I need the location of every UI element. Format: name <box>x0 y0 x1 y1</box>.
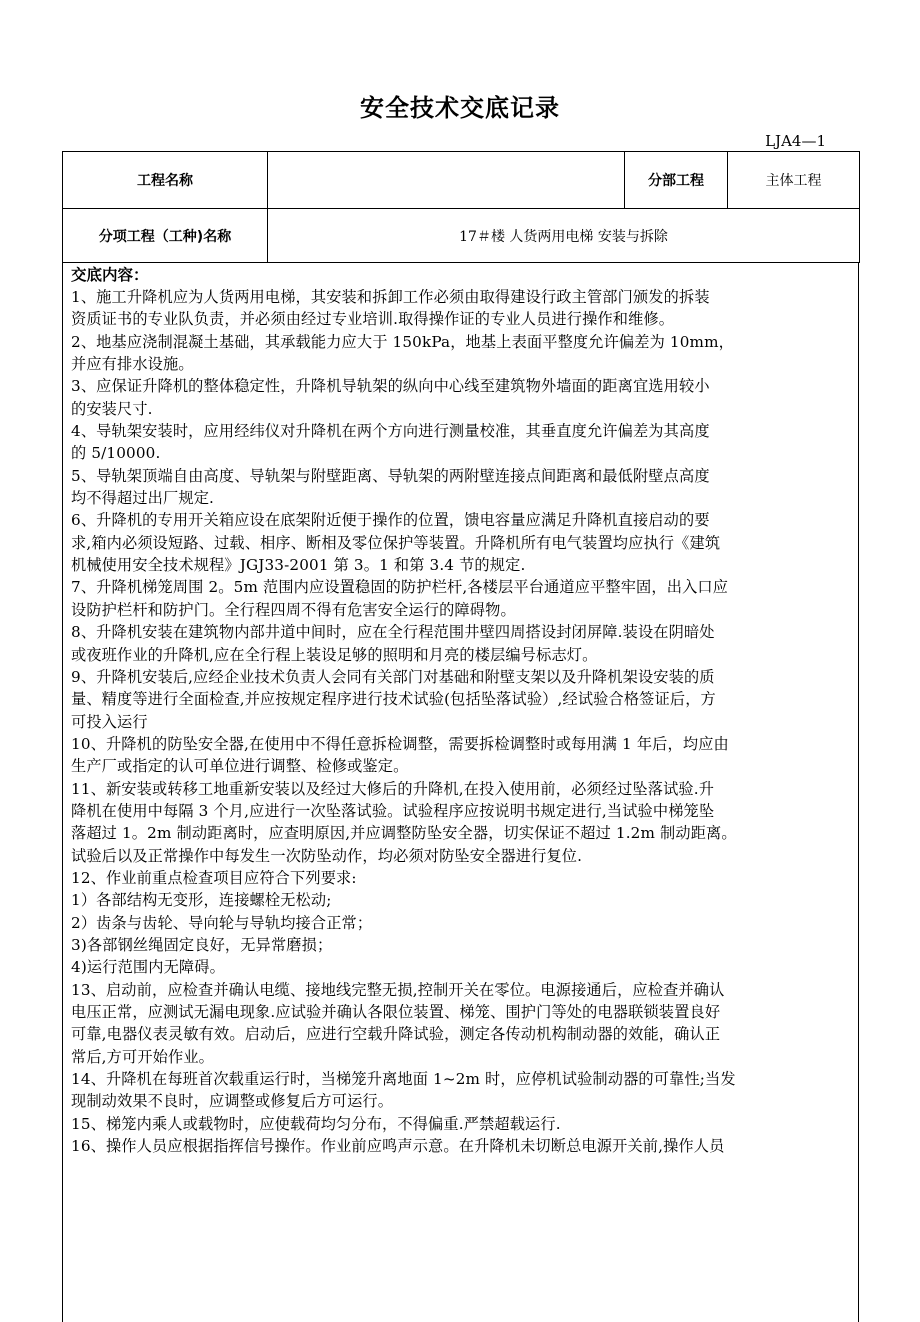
header-row-project <box>63 152 860 209</box>
subitem-label: 分项工程（工种)名称 <box>63 209 268 263</box>
content-line: 3、应保证升降机的整体稳定性，升降机导轨架的纵向中心线至建筑物外墙面的距离宜选用较小 <box>71 377 710 396</box>
content-lines <box>71 286 850 1157</box>
content-line: 或夜班作业的升降机,应在全行程上装设足够的照明和月亮的楼层编号标志灯。 <box>71 645 598 664</box>
content-line: 量、精度等进行全面检查,并应按规定程序进行技术试验(包括坠落试验）,经试验合格签证后，方 <box>71 690 716 709</box>
content-line: 可投入运行 <box>71 712 148 731</box>
project-name-label: 工程名称 <box>63 152 268 209</box>
content-line: 落超过 1。2m 制动距离时，应查明原因,并应调整防坠安全器，切实保证不超过 1.2m 制动距离。 <box>71 824 737 843</box>
content-line: 12、作业前重点检查项目应符合下列要求: <box>71 868 357 887</box>
content-line: 6、升降机的专用开关箱应设在底架附近便于操作的位置，馈电容量应满足升降机直接启动的要 <box>71 511 710 530</box>
division-label: 分部工程 <box>625 152 728 209</box>
header-table <box>62 151 860 263</box>
content-line: 并应有排水设施。 <box>71 355 194 374</box>
content-line: 现制动效果不良时，应调整或修复后方可运行。 <box>71 1092 394 1111</box>
content-line: 16、操作人员应根据指挥信号操作。作业前应鸣声示意。在升降机未切断总电源开关前,操作人员 <box>71 1137 725 1156</box>
content-line: 7、升降机梯笼周围 2。5m 范围内应设置稳固的防护栏杆,各楼层平台通道应平整牢固，出入口应 <box>71 578 729 597</box>
content-line: 的 5/10000. <box>71 444 161 463</box>
content-line: 机械使用安全技术规程》JGJ33-2001 第 3。1 和第 3.4 节的规定. <box>71 556 526 575</box>
content-line: 13、启动前，应检查并确认电缆、接地线完整无损,控制开关在零位。电源接通后，应检查并确认 <box>71 980 725 999</box>
content-label: 交底内容： <box>71 266 149 284</box>
content-line: 资质证书的专业队负责，并必须由经过专业培训.取得操作证的专业人员进行操作和维修。 <box>71 310 675 329</box>
content-line: 9、升降机安装后,应经企业技术负责人会同有关部门对基础和附壁支架以及升降机架设安装的质 <box>71 667 715 686</box>
content-line: 8、升降机安装在建筑物内部井道中间时，应在全行程范围井壁四周搭设封闭屏障.装设在阴暗处 <box>71 623 715 642</box>
content-line: 3)各部钢丝绳固定良好，无异常磨损； <box>71 935 333 954</box>
subitem-value: 17＃楼 人货两用电梯 安装与拆除 <box>268 209 860 263</box>
content-line: 5、导轨架顶端自由高度、导轨架与附壁距离、导轨架的两附壁连接点间距离和最低附壁点高度 <box>71 466 710 485</box>
content-line: 10、升降机的防坠安全器,在使用中不得任意拆检调整，需要拆检调整时或每用满 1 年后，均应由 <box>71 734 729 753</box>
content-line: 11、新安装或转移工地重新安装以及经过大修后的升降机,在投入使用前，必须经过坠落试验.升 <box>71 779 715 798</box>
content-line: 1、施工升降机应为人货两用电梯，其安装和拆卸工作必须由取得建设行政主管部门颁发的拆装 <box>71 288 710 306</box>
header-row-subitem <box>63 209 860 263</box>
document-title: 安全技术交底记录 <box>360 94 560 122</box>
content-line: 常后,方可开始作业。 <box>71 1047 215 1066</box>
content-line: 降机在使用中每隔 3 个月,应进行一次坠落试验。试验程序应按说明书规定进行,当试验中梯笼坠 <box>71 801 715 820</box>
content-line: 生产厂或指定的认可单位进行调整、检修或鉴定。 <box>71 757 409 776</box>
content-line: 14、升降机在每班首次载重运行时，当梯笼升离地面 1~2m 时，应停机试验制动器的可靠性;当发 <box>71 1070 736 1089</box>
content-section <box>62 262 859 1322</box>
content-line: 电压正常，应测试无漏电现象.应试验并确认各限位装置、梯笼、围护门等处的电器联锁装置良好 <box>71 1003 721 1021</box>
content-line: 设防护栏杆和防护门。全行程四周不得有危害安全运行的障碍物。 <box>71 600 516 619</box>
content-line: 均不得超过出厂规定. <box>71 489 215 508</box>
division-value: 主体工程 <box>728 152 860 209</box>
content-line: 4、导轨架安装时，应用经纬仪对升降机在两个方向进行测量校准，其垂直度允许偏差为其高度 <box>71 422 710 441</box>
content-line: 15、梯笼内乘人或载物时，应使载荷均匀分布，不得偏重.严禁超载运行. <box>71 1114 561 1133</box>
content-line: 1）各部结构无变形，连接螺栓无松动; <box>71 891 332 910</box>
content-line: 4)运行范围内无障碍。 <box>71 958 225 977</box>
content-line: 可靠,电器仪表灵敏有效。启动后，应进行空载升降试验，测定各传动机构制动器的效能，确认正 <box>71 1025 721 1044</box>
content-line: 的安装尺寸. <box>71 399 153 418</box>
content-line: 求,箱内必须设短路、过载、相序、断相及零位保护等装置。升降机所有电气装置均应执行《建筑 <box>71 533 721 552</box>
project-name-value <box>268 152 625 209</box>
content-line: 试验后以及正常操作中每发生一次防坠动作，均必须对防坠安全器进行复位. <box>71 846 583 865</box>
content-line: 2）齿条与齿轮、导向轮与导轨均接合正常； <box>71 913 373 932</box>
document-code: LJA4—1 <box>765 132 826 150</box>
content-line: 2、地基应浇制混凝土基础，其承载能力应大于 150kPa，地基上表面平整度允许偏差为 10mm， <box>71 332 734 351</box>
